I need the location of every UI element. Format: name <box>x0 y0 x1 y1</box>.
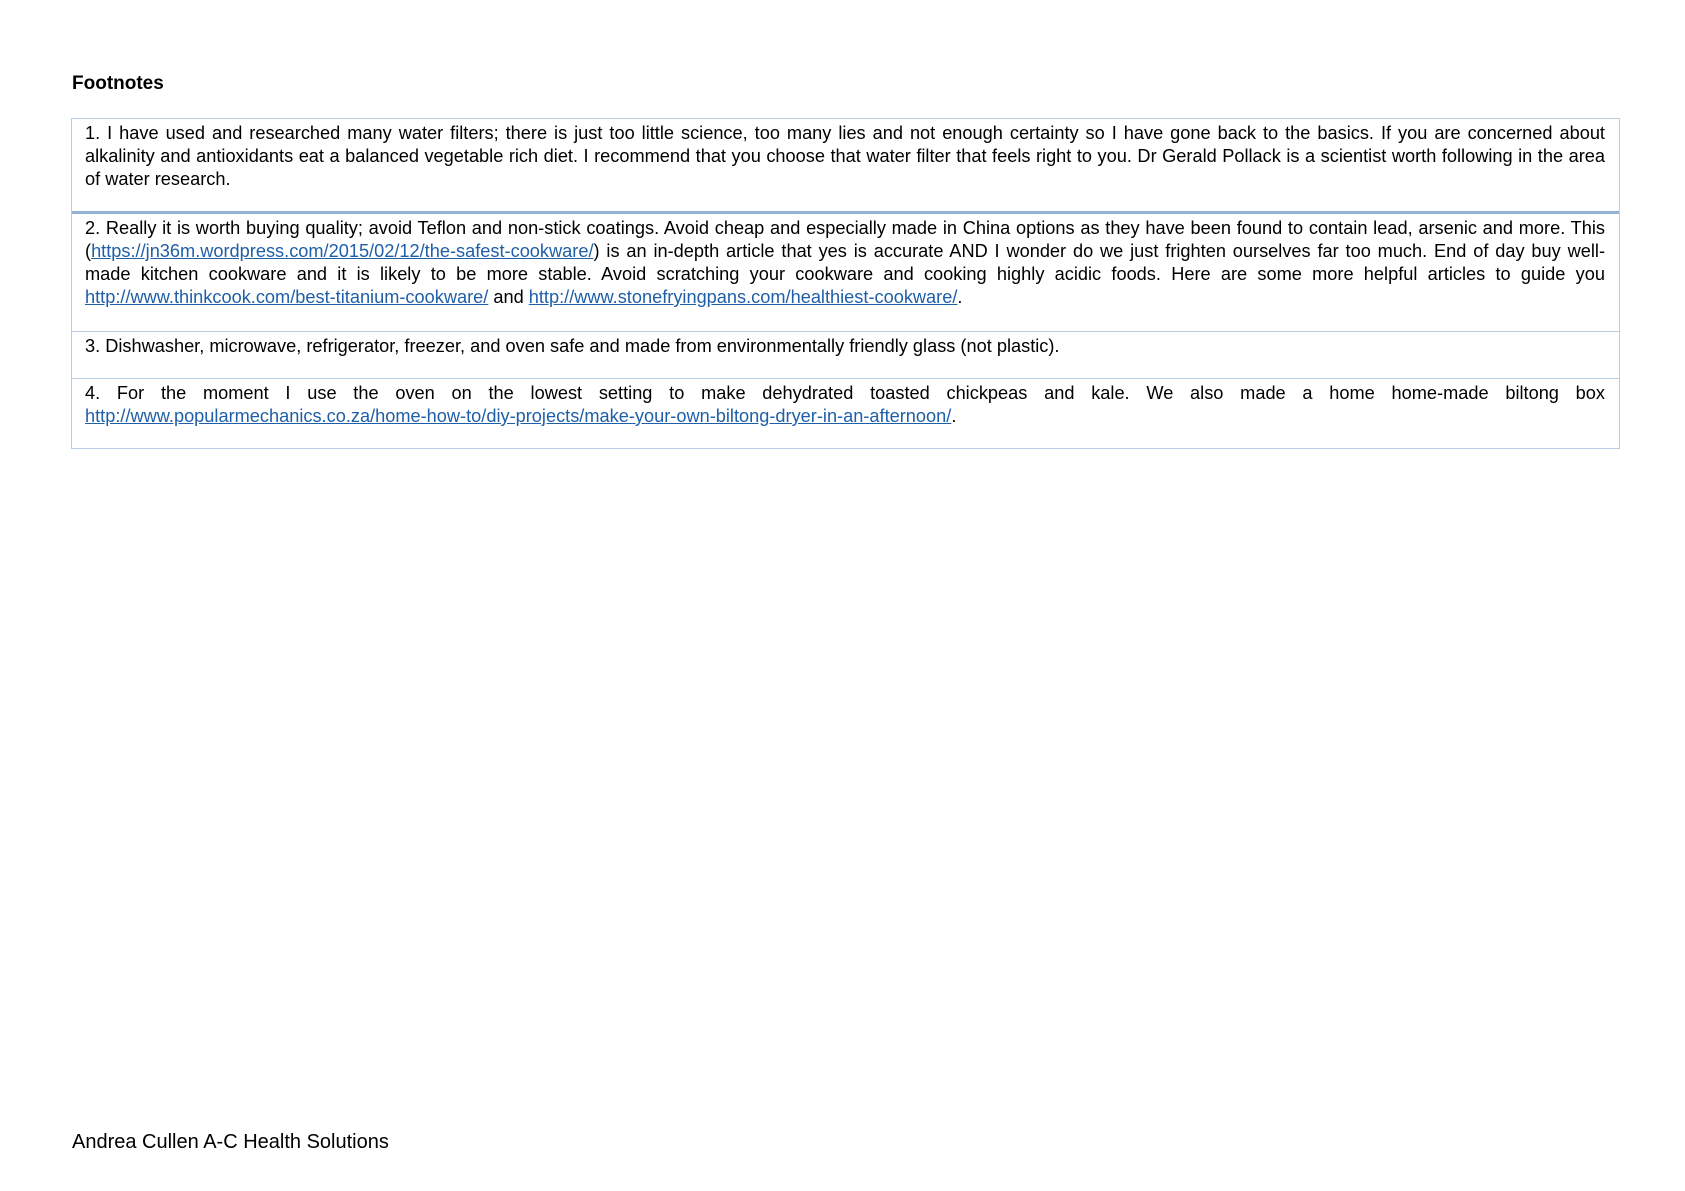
footnotes-table <box>71 118 1620 449</box>
page-title: Footnotes <box>72 73 164 94</box>
footnote-4-text-b: . <box>951 406 957 426</box>
footnote-1 <box>72 119 1619 214</box>
page-footer: Andrea Cullen A-C Health Solutions <box>72 1131 389 1153</box>
footnote-4-text-a: 4. For the moment I use the oven on the lowest setting to make dehydrated toasted chickpeas and kale. We also made a home home-made biltong box <box>85 383 1605 403</box>
link-safest-cookware[interactable]: https://jn36m.wordpress.com/2015/02/12/the-safest-cookware/ <box>91 241 594 261</box>
link-thinkcook[interactable]: http://www.thinkcook.com/best-titanium-cookware/ <box>85 287 489 307</box>
footnote-2-text-b: ) is an in-depth article that yes is accurate AND I wonder do we just frighten ourselves far too much. End of day buy well-made kitchen cookware and it is likely to be more stable. Avoid scratching your cookware and cooking highly acidic foods. Here are some more helpful articles to guide you <box>85 241 1605 284</box>
link-popularmechanics[interactable]: http://www.popularmechanics.co.za/home-how-to/diy-projects/make-your-own-biltong-dryer-in-an-afternoon/ <box>85 406 952 426</box>
footnote-4 <box>72 379 1619 448</box>
footnote-1-text: 1. I have used and researched many water filters; there is just too little science, too many lies and not enough certainty so I have gone back to the basics. If you are concerned about alkalinity and antioxidants eat a balanced vegetable rich diet. I recommend that you choose that water filter that feels right to you. Dr Gerald Pollack is a scientist worth following in the area of water research. <box>85 123 1605 189</box>
footnote-2-text-c: and <box>488 287 529 307</box>
footnote-2 <box>72 214 1619 332</box>
footnote-2-text-a: 2. Really it is worth buying quality; avoid Teflon and non-stick coatings. Avoid cheap and especially made in China options as they have been found to contain lead, arsenic and more. This ( <box>85 218 1605 261</box>
link-stonefryingpans[interactable]: http://www.stonefryingpans.com/healthiest-cookware/ <box>528 287 958 307</box>
footnote-3-text: 3. Dishwasher, microwave, refrigerator, freezer, and oven safe and made from environmentally friendly glass (not plastic). <box>85 336 1060 356</box>
footnote-3 <box>72 332 1619 379</box>
footnote-2-text-d: . <box>957 287 963 307</box>
